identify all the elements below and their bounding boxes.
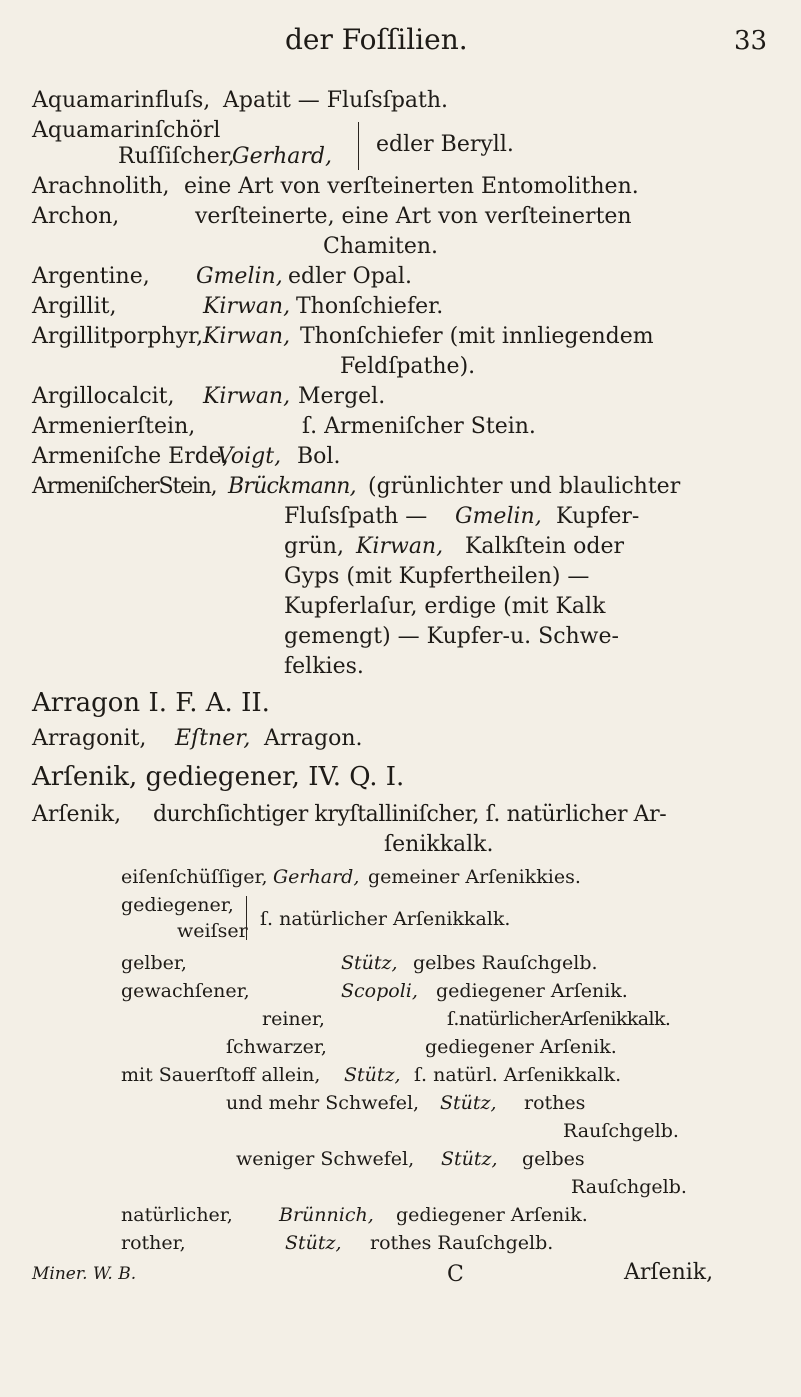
subentry-definition: rothes Rauſchgelb. bbox=[370, 1232, 554, 1254]
subentry-author: Stütz, bbox=[344, 1064, 401, 1086]
entry-definition: Arragon. bbox=[264, 726, 363, 751]
subentry-definition: gelbes bbox=[522, 1148, 585, 1170]
entry-author: Gmelin, bbox=[196, 264, 283, 289]
subentry-term: mit Sauerſtoff allein, bbox=[121, 1064, 321, 1086]
catchword: Arſenik, bbox=[624, 1260, 714, 1285]
entry-definition: Mergel. bbox=[298, 384, 386, 409]
subentry-term: natürlicher, bbox=[121, 1204, 233, 1226]
entry-author: Kirwan, bbox=[356, 534, 444, 559]
entry-definition: Apatit — Fluſsſpath. bbox=[223, 88, 449, 113]
entry-definition: Ruſſiſcher, bbox=[118, 144, 235, 169]
subentry-term: gewachſener, bbox=[121, 980, 250, 1002]
bracket bbox=[246, 896, 253, 940]
entry-author bbox=[232, 146, 332, 168]
subentry-term: gelber, bbox=[121, 952, 187, 974]
entry-author: Gmelin, bbox=[455, 504, 542, 529]
subentry-term: weiſser bbox=[177, 920, 248, 942]
entry-definition: grün, bbox=[284, 534, 344, 559]
entry-author: Kirwan, bbox=[203, 294, 291, 319]
entry-definition: Kupferlaſur, erdige (mit Kalk bbox=[284, 594, 606, 619]
entry-definition: Fluſsſpath — bbox=[284, 504, 428, 529]
entry-author: Brückmann, bbox=[228, 474, 356, 499]
subentry-author: Gerhard, bbox=[273, 866, 360, 888]
subentry-term: gediegener, bbox=[121, 894, 234, 916]
subentry-definition: rothes bbox=[524, 1092, 586, 1114]
subentry-definition: gelbes Rauſchgelb. bbox=[413, 952, 598, 974]
entry-definition: Thonſchiefer (mit innliegendem bbox=[300, 324, 654, 349]
subentry-term: weniger Schwefel, bbox=[236, 1148, 415, 1170]
entry-definition: (grünlichter und blaulichter bbox=[368, 474, 681, 499]
printer-signature: Miner. W. B. bbox=[32, 1264, 137, 1284]
subentry-definition: ſ.natürlicherArſenikkalk. bbox=[447, 1008, 671, 1030]
subentry-definition: gediegener Arſenik. bbox=[436, 980, 628, 1002]
entry-term: Archon, bbox=[32, 204, 120, 229]
entry-term: Argillocalcit, bbox=[32, 384, 175, 409]
section-heading: Arſenik, gediegener, IV. Q. I. bbox=[32, 762, 405, 792]
entry-term: ArmeniſcherStein, bbox=[32, 474, 217, 499]
subentry-author: Brünnich, bbox=[279, 1204, 374, 1226]
entry-term: Aquamarinfluſs, bbox=[32, 88, 211, 113]
subentry-definition: ſ. natürl. Arſenikkalk. bbox=[414, 1064, 622, 1086]
subentry-term: rother, bbox=[121, 1232, 186, 1254]
entry-term: Argillit, bbox=[32, 294, 117, 319]
entry-definition: gemengt) — Kupfer-u. Schwe- bbox=[284, 624, 619, 649]
entry-definition: Bol. bbox=[297, 444, 341, 469]
entry-term: Arſenik, bbox=[32, 802, 122, 827]
subentry-definition: gemeiner Arſenikkies. bbox=[368, 866, 581, 888]
entry-definition: Kalkſtein oder bbox=[465, 534, 624, 559]
entry-definition: felkies. bbox=[284, 654, 364, 679]
entry-author: Kirwan, bbox=[203, 384, 291, 409]
subentry-definition: Rauſchgelb. bbox=[563, 1120, 679, 1142]
entry-term: Arragonit, bbox=[32, 726, 147, 751]
entry-definition: edler Beryll. bbox=[376, 132, 514, 157]
entry-term: Aquamarinſchörl bbox=[32, 118, 221, 143]
entry-term: Arachnolith, bbox=[32, 174, 170, 199]
entry-definition: ſ. Armeniſcher Stein. bbox=[302, 414, 536, 439]
subentry-author: Scopoli, bbox=[341, 980, 418, 1002]
entry-author: Voigt, bbox=[217, 444, 282, 469]
subentry-author: Stütz, bbox=[440, 1092, 497, 1114]
page-number: 33 bbox=[734, 26, 768, 56]
bracket bbox=[358, 122, 365, 170]
entry-definition: Thonſchiefer. bbox=[296, 294, 444, 319]
entry-term: Armenierſtein, bbox=[32, 414, 196, 439]
sheet-letter: C bbox=[447, 1262, 464, 1287]
author-name: Gerhard, bbox=[232, 144, 332, 169]
subentry-term: und mehr Schwefel, bbox=[226, 1092, 420, 1114]
section-heading: Arragon I. F. A. II. bbox=[32, 688, 270, 718]
entry-definition: ſenikkalk. bbox=[384, 832, 494, 857]
subentry-definition: Rauſchgelb. bbox=[571, 1176, 687, 1198]
subentry-term: eiſenſchüſſiger, bbox=[121, 866, 268, 888]
entry-definition: edler Opal. bbox=[288, 264, 412, 289]
running-title: der Foſſilien. bbox=[285, 23, 468, 56]
subentry-definition: gediegener Arſenik. bbox=[396, 1204, 588, 1226]
entry-definition: durchſichtiger kryſtalliniſcher, ſ. natürlicher Ar- bbox=[153, 802, 667, 827]
entry-author: Kirwan, bbox=[203, 324, 291, 349]
entry-definition: eine Art von verſteinerten Entomolithen. bbox=[184, 174, 639, 199]
entry-definition: Kupfer- bbox=[556, 504, 640, 529]
subentry-term: reiner, bbox=[262, 1008, 325, 1030]
entry-definition: Chamiten. bbox=[323, 234, 439, 259]
entry-term: Argentine, bbox=[32, 264, 150, 289]
subentry-definition: gediegener Arſenik. bbox=[425, 1036, 617, 1058]
subentry-author: Stütz, bbox=[285, 1232, 342, 1254]
entry-term: Armeniſche Erde, bbox=[32, 444, 229, 469]
subentry-definition: ſ. natürlicher Arſenikkalk. bbox=[260, 908, 511, 930]
entry-definition: verſteinerte, eine Art von verſteinerten bbox=[195, 204, 632, 229]
entry-author: Eſtner, bbox=[175, 726, 251, 751]
subentry-author: Stütz, bbox=[341, 952, 398, 974]
subentry-author: Stütz, bbox=[441, 1148, 498, 1170]
entry-definition: Gyps (mit Kupfertheilen) — bbox=[284, 564, 590, 589]
entry-definition: Feldſpathe). bbox=[340, 354, 476, 379]
entry-term: Argillitporphyr, bbox=[32, 324, 204, 349]
subentry-term: ſchwarzer, bbox=[226, 1036, 327, 1058]
